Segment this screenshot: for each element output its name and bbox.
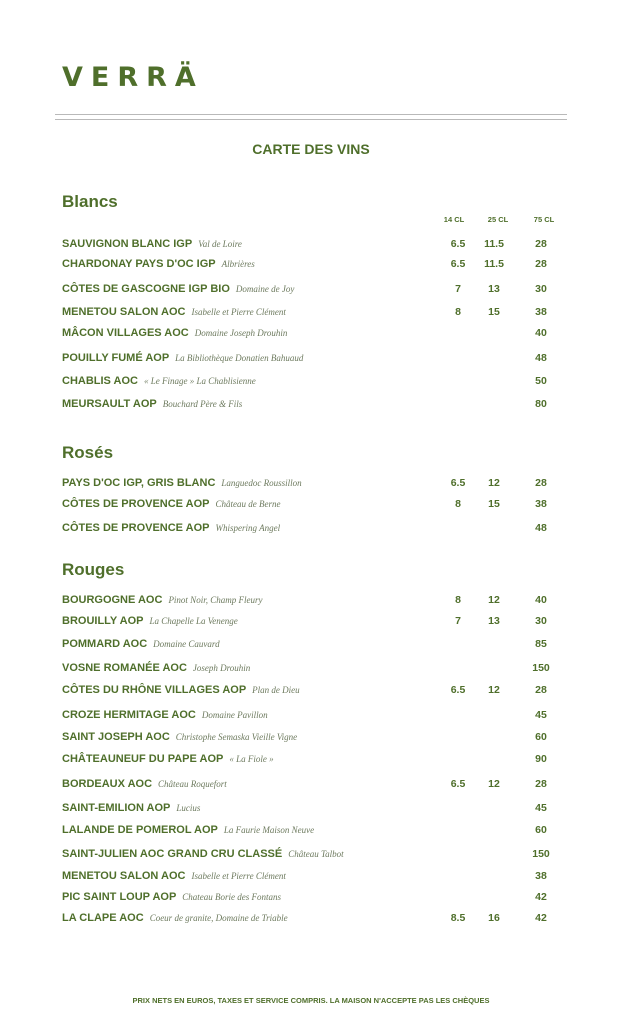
- wine-producer: Château Roquefort: [158, 779, 227, 789]
- wine-name: CÔTES DE GASCOGNE IGP BIO: [62, 283, 230, 295]
- wine-name: POMMARD AOC: [62, 638, 148, 650]
- wine-row: [62, 522, 562, 536]
- wine-producer: La Chapelle La Venenge: [149, 616, 238, 626]
- wine-name: CROZE HERMITAGE AOC: [62, 709, 196, 721]
- wine-name: CHABLIS AOC: [62, 375, 138, 387]
- price-75cl: 30: [535, 283, 547, 295]
- price-25cl: 12: [488, 594, 500, 606]
- wine-row: [62, 238, 562, 252]
- wine-row: [62, 824, 562, 838]
- wine-name: MENETOU SALON AOC: [62, 306, 186, 318]
- wine-row: [62, 594, 562, 608]
- wine-name: SAINT-JULIEN AOC GRAND CRU CLASSÉ: [62, 848, 283, 860]
- price-14cl: 8: [455, 306, 461, 318]
- section-heading: Rouges: [62, 560, 125, 579]
- wine-row: [62, 327, 562, 341]
- price-25cl: 12: [488, 477, 500, 489]
- wine-producer: Plan de Dieu: [252, 685, 300, 695]
- wine-name-line: [62, 709, 268, 721]
- wine-name: MENETOU SALON AOC: [62, 870, 186, 882]
- price-25cl: 12: [488, 684, 500, 696]
- wine-producer: Château de Berne: [215, 499, 281, 509]
- price-75cl: 90: [535, 753, 547, 765]
- section-heading: Rosés: [62, 443, 114, 462]
- price-14cl: 8: [455, 594, 461, 606]
- price-14cl: 6.5: [450, 258, 466, 270]
- wine-row: [62, 258, 562, 272]
- col-header-14cl: 14 CL: [443, 215, 465, 224]
- wine-row: [62, 753, 562, 767]
- wine-name-line: [62, 778, 227, 790]
- divider-bottom: [55, 119, 567, 120]
- wine-producer: Domaine Cauvard: [153, 639, 220, 649]
- wine-name-line: [62, 891, 281, 903]
- wine-producer: Domaine Pavillon: [201, 710, 268, 720]
- wine-name-line: [62, 258, 255, 270]
- price-75cl: 150: [532, 848, 550, 860]
- price-14cl: 6.5: [450, 238, 466, 250]
- col-header-25cl: 25 CL: [487, 215, 509, 224]
- wine-name: PAYS D'OC IGP, GRIS BLANC: [62, 477, 216, 489]
- price-75cl: 60: [535, 824, 547, 836]
- price-75cl: 48: [535, 352, 547, 364]
- wine-name: CHARDONAY PAYS D'OC IGP: [62, 258, 216, 270]
- price-75cl: 150: [532, 662, 550, 674]
- wine-row: [62, 375, 562, 389]
- price-75cl: 80: [535, 398, 547, 410]
- wine-name: VOSNE ROMANÉE AOC: [62, 662, 187, 674]
- wine-row: [62, 615, 562, 629]
- wine-name-line: [62, 306, 286, 318]
- wine-name: CHÂTEAUNEUF DU PAPE AOP: [62, 753, 224, 765]
- price-14cl: 6.5: [450, 477, 466, 489]
- price-75cl: 40: [535, 594, 547, 606]
- wine-name: POUILLY FUMÉ AOP: [62, 352, 170, 364]
- price-25cl: 11.5: [484, 258, 504, 270]
- wine-row: [62, 283, 562, 297]
- wine-name: LA CLAPE AOC: [62, 912, 144, 924]
- wine-producer: La Faurie Maison Neuve: [223, 825, 315, 835]
- price-14cl: 6.5: [450, 778, 466, 790]
- price-75cl: 28: [535, 238, 547, 250]
- wine-producer: Chateau Borie des Fontans: [182, 892, 282, 902]
- wine-name: CÔTES DE PROVENCE AOP: [62, 498, 210, 510]
- price-14cl: 7: [455, 615, 461, 627]
- wine-name-line: [62, 398, 242, 410]
- wine-row: [62, 912, 562, 926]
- wine-name: MÂCON VILLAGES AOC: [62, 327, 189, 339]
- wine-name-line: [62, 477, 302, 489]
- wine-producer: Domaine Joseph Drouhin: [194, 328, 288, 338]
- price-14cl: 8.5: [450, 912, 466, 924]
- price-75cl: 30: [535, 615, 547, 627]
- wine-name: PIC SAINT LOUP AOP: [62, 891, 177, 903]
- price-75cl: 45: [535, 802, 547, 814]
- wine-name-line: [62, 662, 250, 674]
- wine-name: CÔTES DU RHÔNE VILLAGES AOP: [62, 684, 247, 696]
- wine-name-line: [62, 912, 288, 924]
- wine-name-line: [62, 327, 287, 339]
- price-25cl: 12: [488, 778, 500, 790]
- wine-name: BOURGOGNE AOC: [62, 594, 163, 606]
- price-14cl: 7: [455, 283, 461, 295]
- price-75cl: 28: [535, 477, 547, 489]
- wine-row: [62, 662, 562, 676]
- wine-row: [62, 352, 562, 366]
- wine-name: SAINT JOSEPH AOC: [62, 731, 170, 743]
- price-75cl: 42: [535, 912, 547, 924]
- wine-row: [62, 306, 562, 320]
- wine-producer: Whispering Angel: [215, 523, 281, 533]
- wine-producer: « La Fiole »: [229, 754, 274, 764]
- price-75cl: 28: [535, 684, 547, 696]
- wine-row: [62, 398, 562, 412]
- wine-name: SAINT-EMILION AOP: [62, 802, 171, 814]
- wine-producer: Domaine de Joy: [235, 284, 295, 294]
- wine-name-line: [62, 848, 344, 860]
- wine-name: LALANDE DE POMEROL AOP: [62, 824, 218, 836]
- wine-name-line: [62, 824, 314, 836]
- price-25cl: 16: [488, 912, 500, 924]
- price-25cl: 11.5: [484, 238, 504, 250]
- footer-note: PRIX NETS EN EUROS, TAXES ET SERVICE COMPRIS. LA MAISON N'ACCEPTE PAS LES CHÈQUES: [132, 996, 490, 1005]
- wine-producer: La Bibliothèque Donatien Bahuaud: [175, 353, 304, 363]
- wine-name-line: [62, 802, 200, 814]
- wine-name-line: [62, 615, 238, 627]
- price-75cl: 85: [535, 638, 547, 650]
- wine-row: [62, 891, 562, 905]
- price-75cl: 28: [535, 258, 547, 270]
- wine-producer: Albrières: [221, 259, 255, 269]
- price-14cl: 8: [455, 498, 461, 510]
- wine-producer: Bouchard Père & Fils: [162, 399, 243, 409]
- wine-row: [62, 802, 562, 816]
- price-75cl: 48: [535, 522, 547, 534]
- price-75cl: 45: [535, 709, 547, 721]
- wine-name-line: [62, 753, 274, 765]
- wine-producer: Languedoc Roussillon: [221, 478, 302, 488]
- wine-producer: Isabelle et Pierre Clément: [191, 871, 286, 881]
- wine-row: [62, 870, 562, 884]
- wine-name-line: [62, 498, 281, 510]
- wine-row: [62, 709, 562, 723]
- wine-name-line: [62, 375, 256, 387]
- wine-row: [62, 638, 562, 652]
- page-title: CARTE DES VINS: [252, 141, 370, 157]
- wine-name-line: [62, 283, 294, 295]
- brand-logo: VERRÄ: [62, 62, 204, 93]
- wine-name-line: [62, 731, 297, 743]
- price-75cl: 60: [535, 731, 547, 743]
- wine-producer: Val de Loire: [198, 239, 242, 249]
- wine-producer: Isabelle et Pierre Clément: [191, 307, 286, 317]
- wine-name-line: [62, 684, 300, 696]
- price-14cl: 6.5: [450, 684, 466, 696]
- price-25cl: 13: [488, 615, 500, 627]
- wine-producer: Christophe Semaska Vieille Vigne: [175, 732, 298, 742]
- price-75cl: 28: [535, 778, 547, 790]
- wine-producer: Coeur de granite, Domaine de Triable: [149, 913, 288, 923]
- wine-producer: Lucius: [176, 803, 201, 813]
- price-75cl: 50: [535, 375, 547, 387]
- wine-producer: Pinot Noir, Champ Fleury: [168, 595, 263, 605]
- price-75cl: 40: [535, 327, 547, 339]
- price-75cl: 38: [535, 498, 547, 510]
- wine-name: BROUILLY AOP: [62, 615, 144, 627]
- wine-row: [62, 498, 562, 512]
- wine-row: [62, 731, 562, 745]
- price-75cl: 38: [535, 306, 547, 318]
- section-heading: Blancs: [62, 192, 118, 211]
- wine-name-line: [62, 594, 262, 606]
- wine-name: MEURSAULT AOP: [62, 398, 157, 410]
- wine-row: [62, 778, 562, 792]
- wine-name: BORDEAUX AOC: [62, 778, 153, 790]
- wine-name-line: [62, 870, 286, 882]
- wine-name: SAUVIGNON BLANC IGP: [62, 238, 193, 250]
- wine-name: CÔTES DE PROVENCE AOP: [62, 522, 210, 534]
- wine-row: [62, 684, 562, 698]
- wine-name-line: [62, 352, 303, 364]
- wine-name-line: [62, 238, 242, 250]
- wine-row: [62, 848, 562, 862]
- col-header-75cl: 75 CL: [533, 215, 555, 224]
- wine-row: [62, 477, 562, 491]
- price-25cl: 15: [488, 498, 500, 510]
- wine-name-line: [62, 638, 220, 650]
- wine-name-line: [62, 522, 280, 534]
- wine-producer: « Le Finage » La Chablisienne: [143, 376, 256, 386]
- price-75cl: 42: [535, 891, 547, 903]
- price-25cl: 15: [488, 306, 500, 318]
- wine-producer: Joseph Drouhin: [192, 663, 251, 673]
- wine-producer: Château Talbot: [288, 849, 344, 859]
- divider-top: [55, 114, 567, 115]
- price-75cl: 38: [535, 870, 547, 882]
- price-25cl: 13: [488, 283, 500, 295]
